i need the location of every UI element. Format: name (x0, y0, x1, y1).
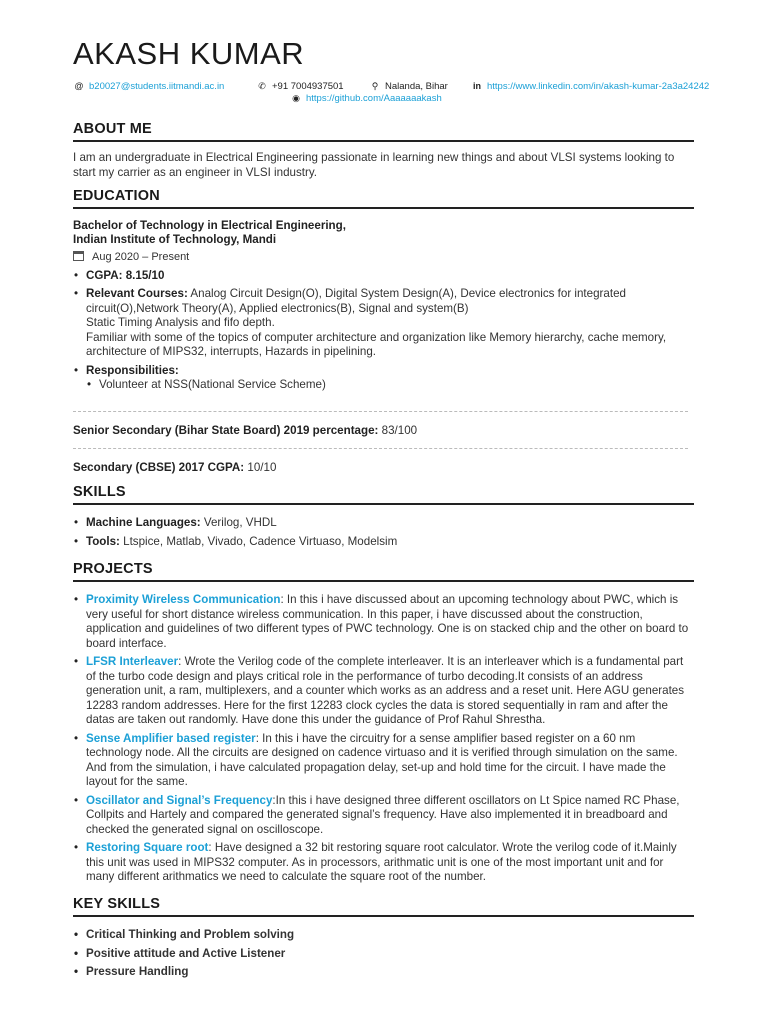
github-link[interactable]: https://github.com/Aaaaaaakash (306, 93, 442, 104)
contact-linkedin (471, 81, 709, 92)
list-item: • Volunteer at NSS(National Service Scheme) (86, 378, 694, 393)
skill-value: Verilog, VHDL (200, 516, 277, 529)
location-text: Nalanda, Bihar (385, 81, 448, 92)
key-skills-title: KEY SKILLS (73, 896, 694, 917)
skills-section (73, 484, 694, 553)
skill-label: Tools: (86, 534, 120, 548)
at-icon: @ (74, 81, 84, 91)
phone-number: +91 7004937501 (272, 81, 344, 92)
project-link[interactable]: Sense Amplifier based register (86, 731, 256, 745)
about-text: I am an undergraduate in Electrical Engineering passionate in learning new things and about VLSI systems looking to start my carrier as an engineer in VLSI industry. (73, 151, 675, 179)
senior-value: 83/100 (378, 424, 418, 437)
linkedin-link[interactable]: https://www.linkedin.com/in/akash-kumar-2a3a24242 (487, 81, 710, 92)
secondary-label: Secondary (CBSE) 2017 CGPA: (73, 461, 245, 474)
project-link[interactable]: Proximity Wireless Communication (86, 593, 281, 606)
calendar-icon (73, 251, 84, 261)
courses-label: Relevant Courses: (86, 287, 188, 300)
list-item (73, 732, 694, 790)
project-text: : Wrote the Verilog code of the complete interleaver. It is an interleaver which is a fundamental part of the turbo code design and plays critical role in the performance of turbo decoding.It consists of an address generation unit, a ram, multiplexers, and a counter which works as an address and a reset unit. Here AGU generates 12283 random addresses. Here for the first 12283 clock cycles the data is stored sequentially in ram and after the datas are taken out randomly. Have done this under the guidance of Prof Rahul Shrestha. (86, 655, 685, 726)
list-item: • Critical Thinking and Problem solving (73, 928, 694, 943)
dates-text: Aug 2020 – Present (92, 251, 190, 263)
list-item: • Positive attitude and Active Listener (73, 947, 694, 962)
project-link[interactable]: Oscillator and Signal’s Frequency (86, 793, 273, 807)
list-item (73, 593, 694, 651)
courses-line3: Familiar with some of the topics of computer architecture and organization like Memory hierarchy, cache memory, architecture of MIPS32, interrupts, Hazards in pipelining. (86, 330, 667, 358)
contact-phone (256, 81, 344, 92)
responsibilities-label: Responsibilities: (86, 363, 179, 377)
project-text: :In this i have designed three different oscillators on Lt Spice named RC Phase, Collpits and Hartely and compared the generated signal’s frequency. Have also implemented it in breadboard and checked the generated signal on oscilloscope. (86, 793, 680, 836)
linkedin-icon: in (473, 81, 481, 91)
contact-github (290, 93, 442, 104)
list-item (73, 535, 694, 550)
skills-title: SKILLS (73, 484, 694, 505)
skill-label: Machine Languages: (86, 516, 201, 529)
contact-email (73, 81, 224, 92)
list-item (73, 269, 694, 284)
cgpa-text: CGPA: 8.15/10 (86, 268, 165, 282)
projects-section (73, 561, 694, 889)
degree-title: Bachelor of Technology in Electrical Engineering, (73, 219, 346, 232)
responsibilities-list (86, 378, 694, 393)
list-item (73, 655, 694, 728)
education-details (73, 269, 694, 393)
institute-name: Indian Institute of Technology, Mandi (73, 233, 277, 246)
project-link[interactable]: Restoring Square root (86, 841, 209, 854)
courses-line2: Static Timing Analysis and fifo depth. (86, 316, 275, 329)
about-title: ABOUT ME (73, 121, 694, 142)
divider (73, 448, 688, 449)
project-text: : In this i have the circuitry for a sense amplifier based register on a 60 nm technology node. All the circuits are designed on cadence virtuaso and it is verified through simulation on the same. And from the simulation, i have calculated propagation delay, set-up and hold time for the circuit. I have made the layout for the same. (86, 731, 678, 788)
project-link[interactable]: LFSR Interleaver (86, 655, 179, 668)
education-dates (73, 250, 694, 265)
list-item: • Pressure Handling (73, 965, 694, 980)
secondary-value: 10/10 (244, 461, 277, 474)
project-text: : In this i have discussed about an upcoming technology about PWC, which is very useful for short distance wireless communication. In this paper, i have discussed about the construction, application and guidelines of two different types of PWC technology. One is on stacked chip and the other on board to board interface. (86, 593, 689, 650)
skills-list (73, 516, 694, 549)
projects-title: PROJECTS (73, 561, 694, 582)
key-skills-list (73, 928, 694, 980)
education-section (73, 188, 694, 397)
list-item (73, 287, 694, 360)
courses-text: Analog Circuit Design(O), Digital System Design(A), Device electronics for integrated circuit(O),Network Theory(A), Applied electronics(B), Signal and system(B) (86, 287, 626, 315)
key-skills-section (73, 896, 694, 984)
education-title: EDUCATION (73, 188, 694, 209)
contact-location (369, 81, 448, 92)
divider (73, 411, 688, 412)
projects-list (73, 593, 694, 885)
email-link[interactable]: b20027@students.iitmandi.ac.in (89, 81, 225, 92)
senior-secondary (73, 424, 694, 439)
project-text: : Have designed a 32 bit restoring square root calculator. Wrote the verilog code of it.Mainly this unit was used in MIPS32 computer. As in processors, arithmatic unit is one of the most important unit and for many different arithmatics we need to calculate the square root of the number. (86, 841, 677, 883)
list-item (73, 364, 694, 393)
location-pin-icon: ⚲ (371, 81, 379, 91)
senior-label: Senior Secondary (Bihar State Board) 2019 percentage: (73, 424, 379, 437)
secondary (73, 461, 694, 476)
list-item (73, 516, 694, 531)
candidate-name: AKASH KUMAR (73, 36, 305, 71)
list-item (73, 841, 694, 885)
skill-value: Ltspice, Matlab, Vivado, Cadence Virtuaso, Modelsim (119, 534, 398, 548)
phone-icon: ✆ (258, 81, 266, 91)
about-section (73, 121, 694, 180)
list-item (73, 794, 694, 838)
github-icon: ◉ (292, 93, 300, 103)
